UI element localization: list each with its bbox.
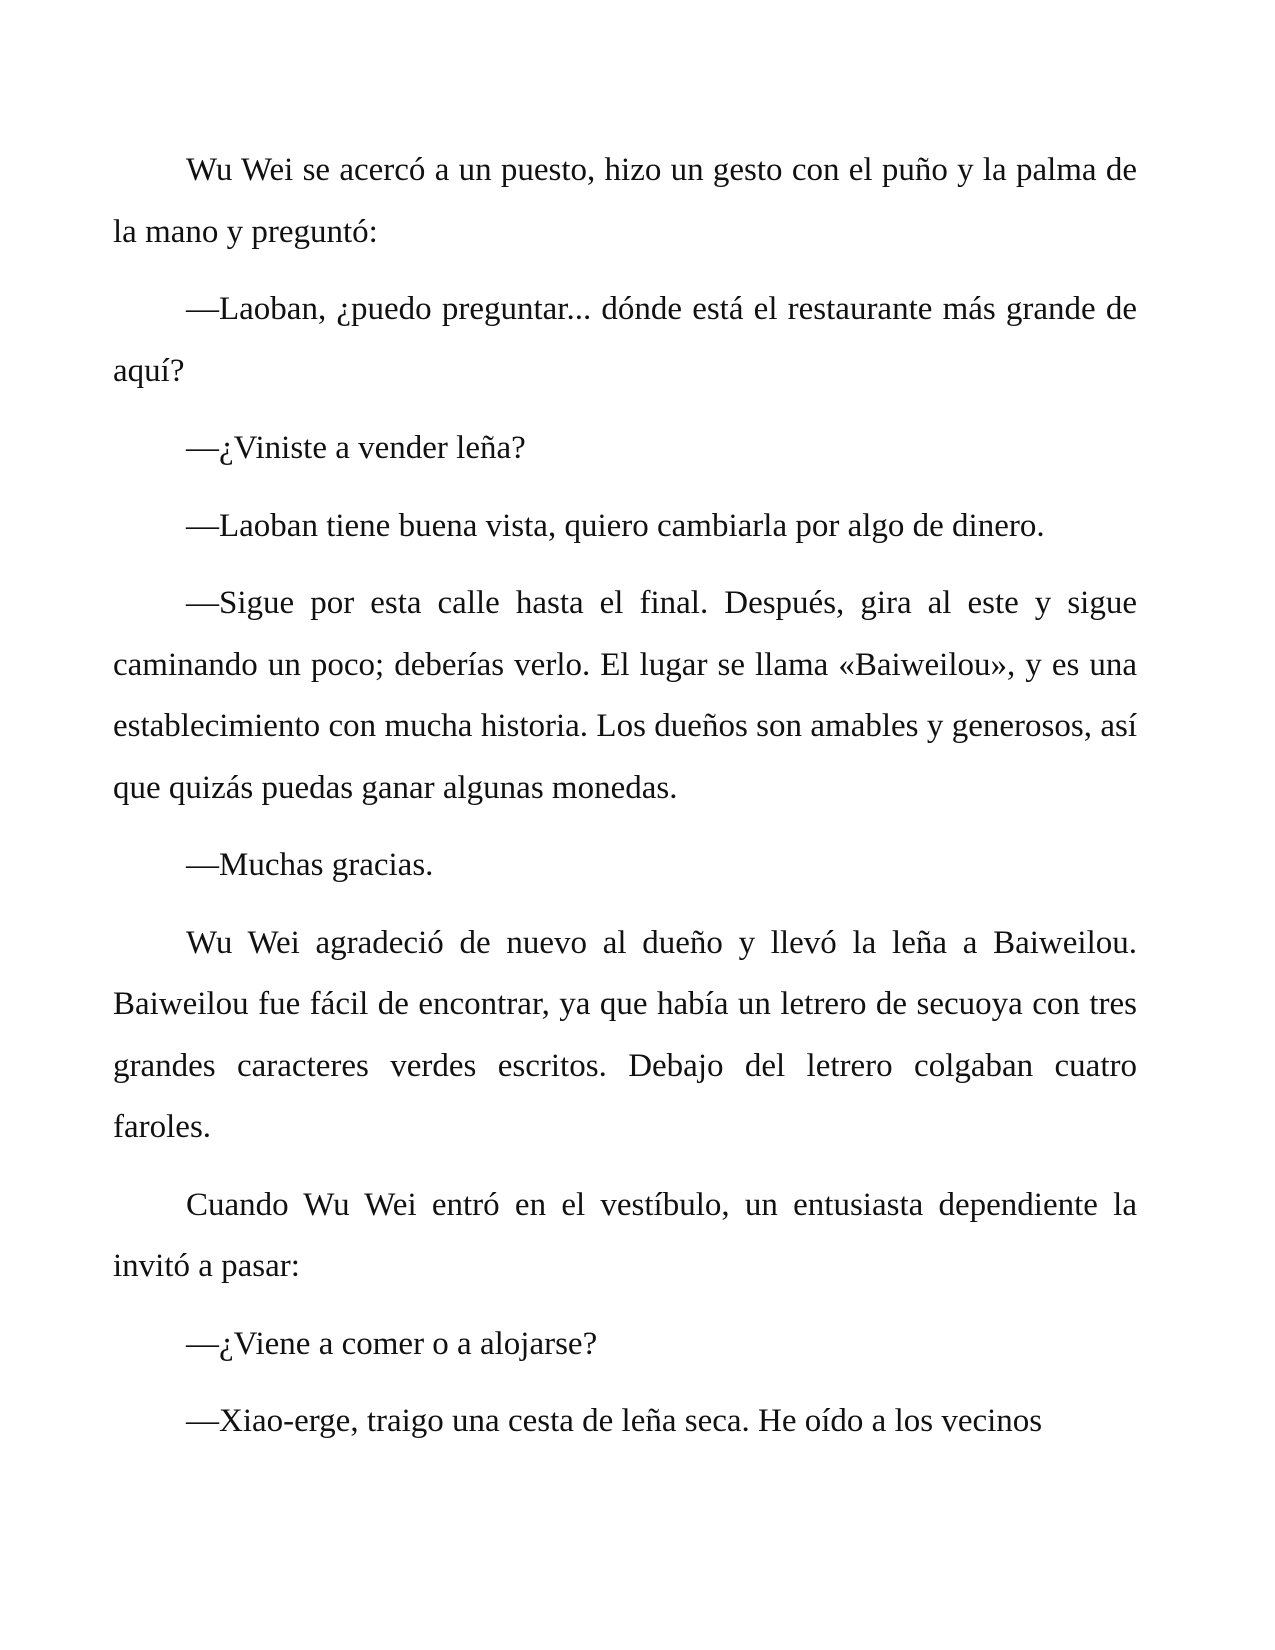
- paragraph: —¿Viniste a vender leña?: [186, 430, 526, 466]
- paragraph: —Laoban tiene buena vista, quiero cambiarla por algo de dinero.: [186, 507, 1045, 544]
- paragraph: —Laoban, ¿puedo preguntar... dónde está el restaurante más grande de aquí?: [113, 291, 1137, 389]
- paragraph: —Xiao-erge, traigo una cesta de leña seca. He oído a los vecinos: [186, 1403, 1043, 1439]
- paragraph: Cuando Wu Wei entró en el vestíbulo, un entusiasta dependiente la invitó a pasar:: [113, 1186, 1137, 1284]
- paragraph: —Sigue por esta calle hasta el final. Después, gira al este y sigue caminando un poco; deberías verlo. El lugar se llama «Baiweilou», y es una establecimiento con mucha historia. Los dueños son amables y generosos, así que quizás puedas ganar algunas monedas.: [113, 585, 1137, 806]
- paragraph: Wu Wei se acercó a un puesto, hizo un gesto con el puño y la palma de la mano y preguntó:: [113, 152, 1137, 250]
- paragraph: Wu Wei agradeció de nuevo al dueño y llevó la leña a Baiweilou. Baiweilou fue fácil de encontrar, ya que había un letrero de secuoya con tres grandes caracteres verdes escritos. Debajo del letrero colgaban cuatro faroles.: [113, 924, 1137, 1145]
- document-page: [113, 140, 1137, 1469]
- paragraph: —¿Viene a comer o a alojarse?: [186, 1325, 598, 1362]
- paragraph: —Muchas gracias.: [186, 847, 434, 883]
